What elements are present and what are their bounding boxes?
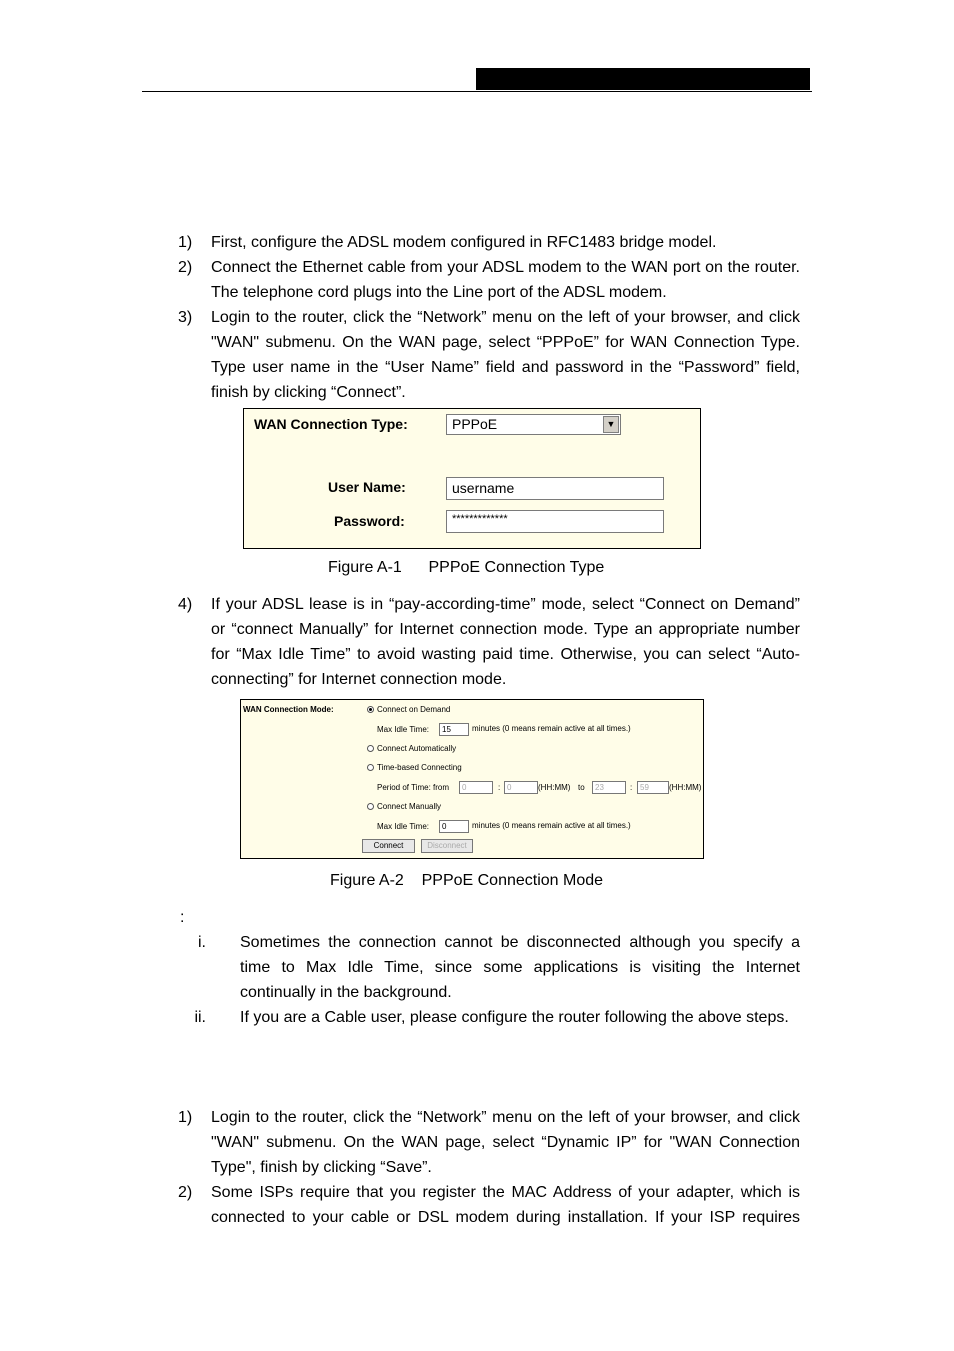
figure-pppoe-connection-type [243, 408, 701, 549]
header-bar [476, 68, 810, 90]
max-idle-input[interactable]: 15 [439, 723, 469, 736]
disconnect-button[interactable]: Disconnect [421, 839, 473, 853]
max-idle-manual-input[interactable]: 0 [439, 820, 469, 833]
chevron-down-icon[interactable]: ▼ [603, 416, 619, 433]
radio-connect-automatically[interactable] [367, 745, 374, 752]
wan-type-select[interactable]: PPPoE ▼ [446, 414, 621, 435]
wan-mode-label: WAN Connection Mode: [243, 705, 334, 714]
note-colon: : [180, 909, 185, 926]
username-label: User Name: [328, 479, 406, 495]
radio-time-based[interactable] [367, 764, 374, 771]
radio-connect-on-demand[interactable] [367, 706, 374, 713]
connect-button[interactable]: Connect [362, 839, 415, 853]
figure-pppoe-connection-mode: WAN Connection Mode: Connect on Demand Max Idle Time: 15 minutes (0 means remain active at all times.) Connect Automatically Time-based Connecting Period of Time: from 0 : 0 (HH:MM) to 23 : 59 (HH:MM) Connect Manually Max Idle Time: 0 minutes (0 means remain active at all times.) Connect Disconnect [240, 699, 704, 859]
wan-type-label: WAN Connection Type: [254, 416, 408, 432]
to-minute-input[interactable]: 59 [637, 781, 669, 794]
figure-caption: Figure A-2 PPPoE Connection Mode [330, 872, 604, 889]
password-label: Password: [334, 513, 405, 529]
username-input[interactable]: username [446, 477, 664, 500]
from-minute-input[interactable]: 0 [504, 781, 538, 794]
to-hour-input[interactable]: 23 [592, 781, 626, 794]
radio-connect-manually[interactable] [367, 803, 374, 810]
password-input[interactable]: ************* [446, 510, 664, 533]
header-rule [142, 91, 812, 92]
figure-caption: Figure A-1 PPPoE Connection Type [328, 559, 605, 576]
from-hour-input[interactable]: 0 [459, 781, 493, 794]
